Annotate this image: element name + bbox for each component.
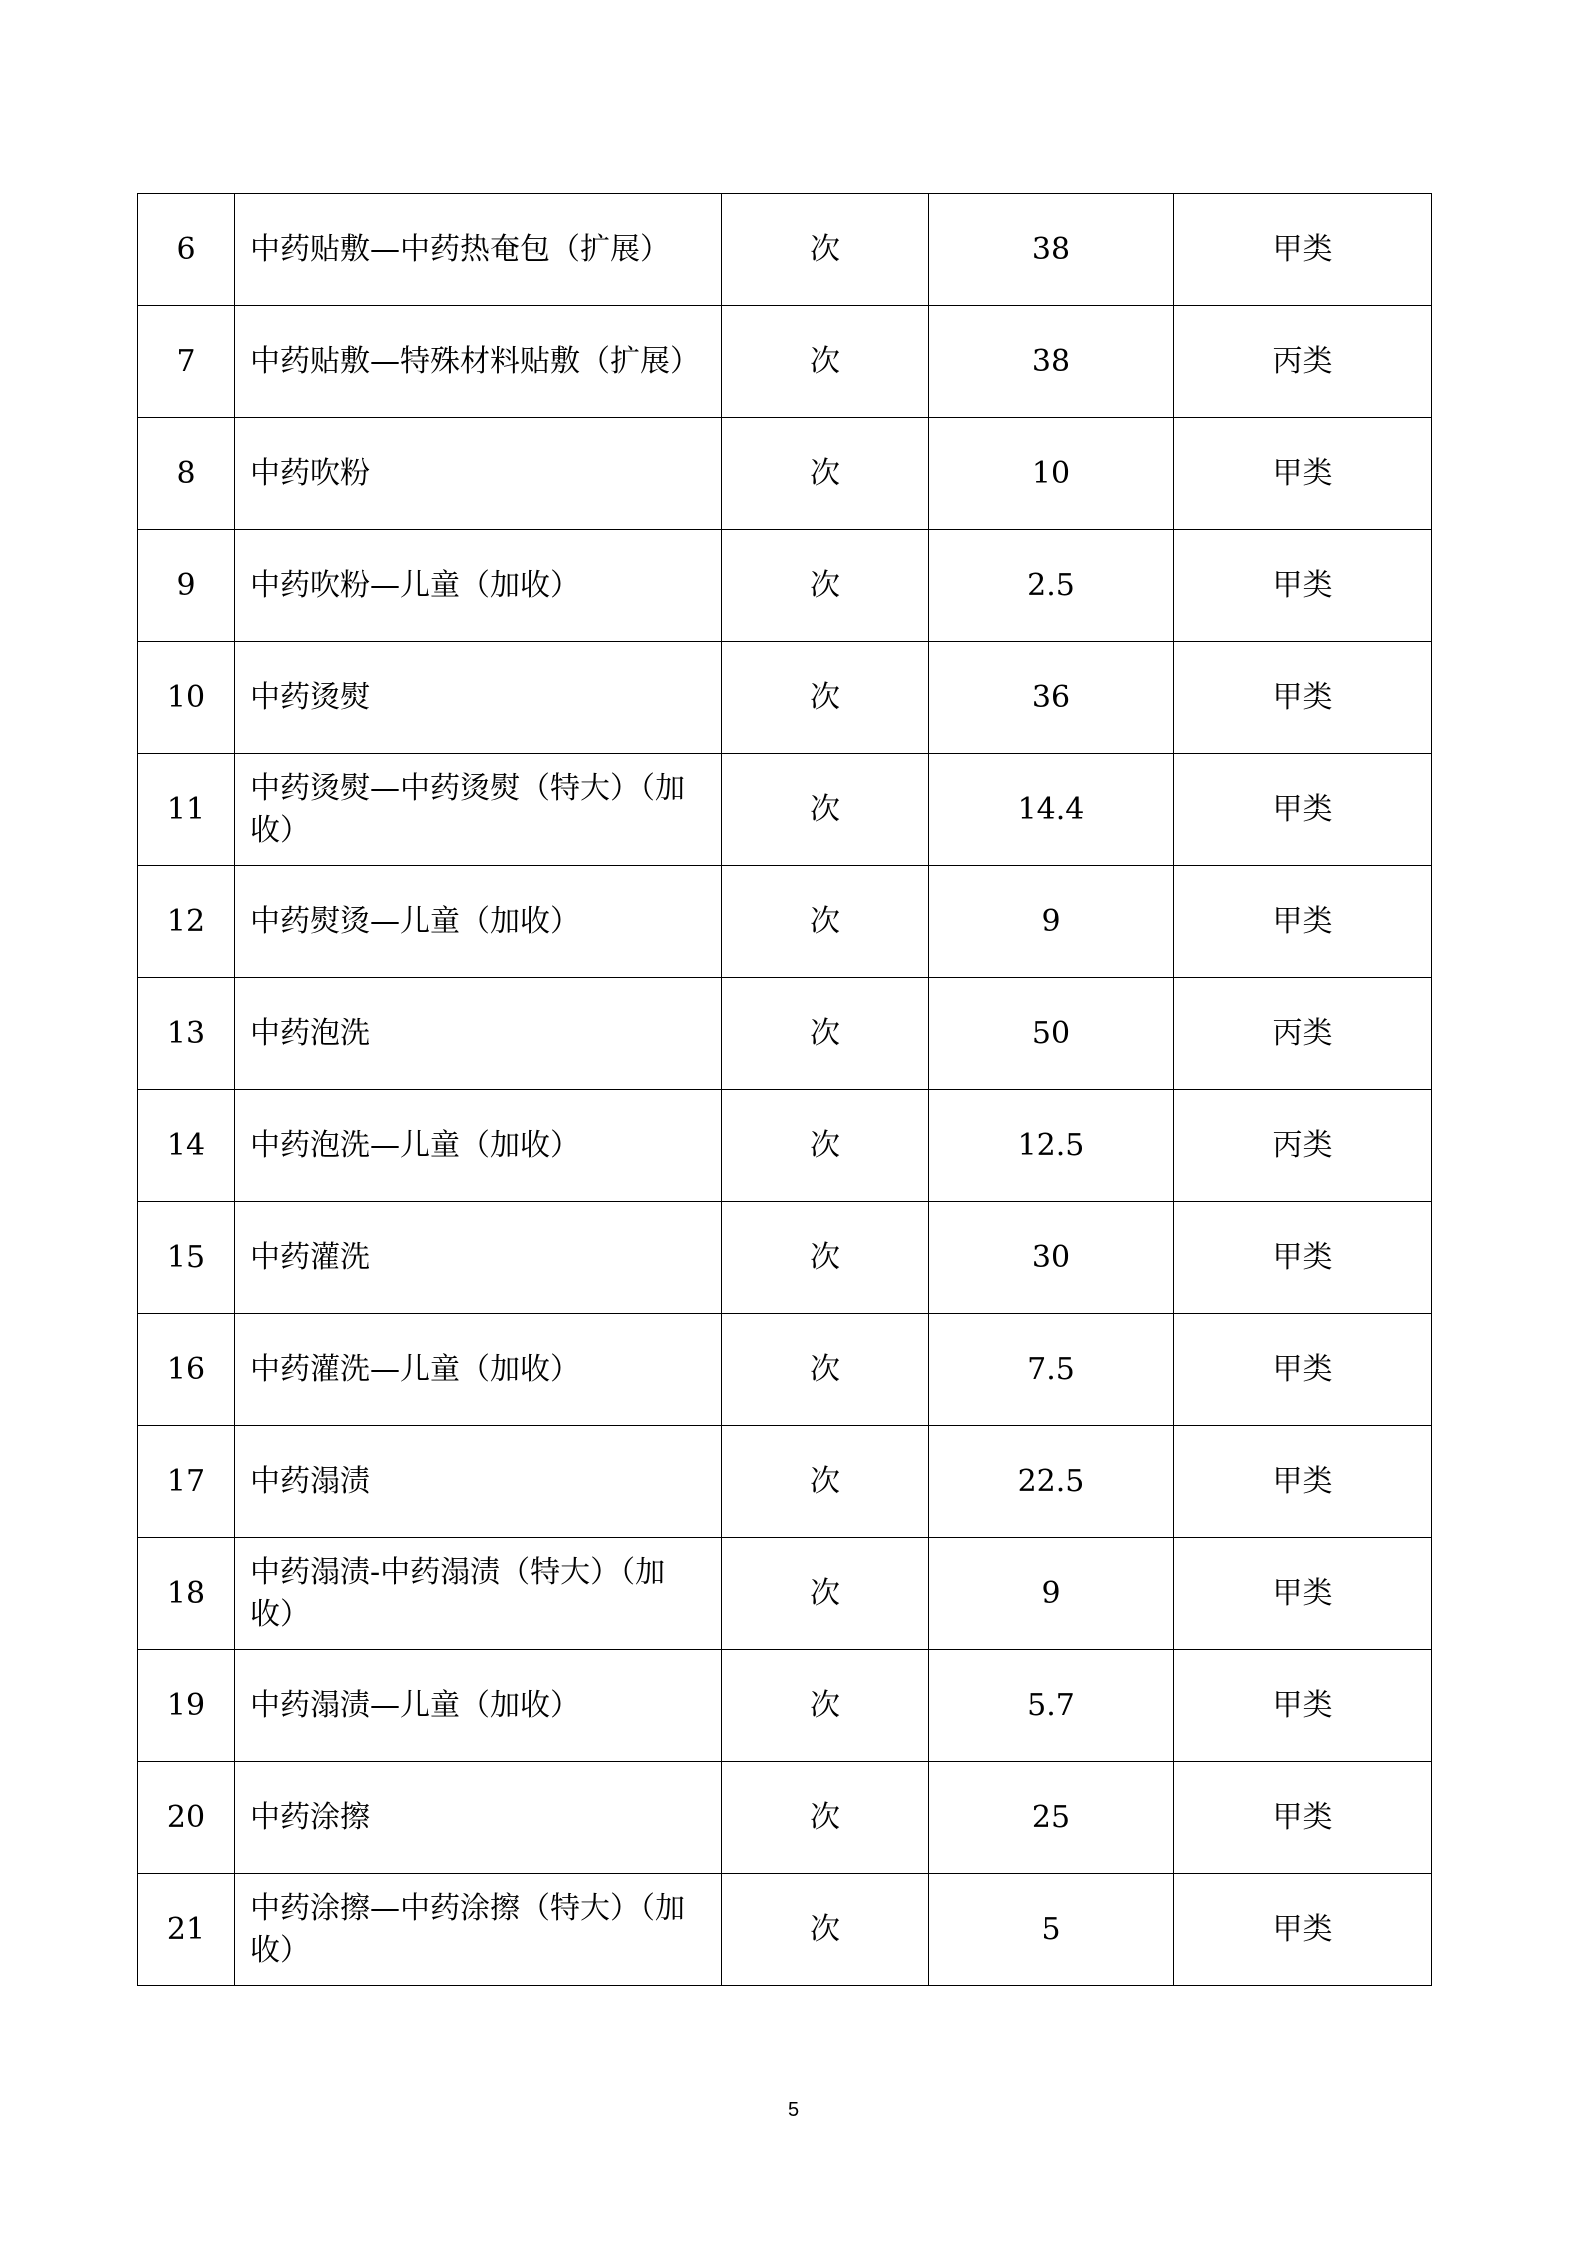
page-number: 5 [787,2099,800,2121]
category-cell: 丙类 [1174,978,1432,1090]
row-number-cell: 11 [138,754,235,866]
unit-cell: 次 [722,642,929,754]
fee-table [137,193,1432,1986]
category-cell: 甲类 [1174,1874,1432,1986]
category-cell: 甲类 [1174,530,1432,642]
unit-cell: 次 [722,1762,929,1874]
row-number-cell: 7 [138,306,235,418]
category-cell: 甲类 [1174,1650,1432,1762]
table-row [138,194,1432,306]
category-cell: 甲类 [1174,194,1432,306]
price-cell: 9 [929,866,1174,978]
price-cell: 14.4 [929,754,1174,866]
item-name-cell: 中药涂擦 [235,1762,722,1874]
table-body [138,194,1432,1986]
unit-cell: 次 [722,1202,929,1314]
row-number-cell: 19 [138,1650,235,1762]
table-row [138,1202,1432,1314]
table-row [138,1874,1432,1986]
table-row [138,306,1432,418]
price-cell: 5 [929,1874,1174,1986]
row-number-cell: 18 [138,1538,235,1650]
category-cell: 甲类 [1174,1538,1432,1650]
unit-cell: 次 [722,1874,929,1986]
row-number-cell: 20 [138,1762,235,1874]
unit-cell: 次 [722,418,929,530]
item-name-cell: 中药烫熨—中药烫熨（特大）（加收） [235,754,722,866]
table-row [138,1538,1432,1650]
item-name-cell: 中药灌洗—儿童（加收） [235,1314,722,1426]
unit-cell: 次 [722,1314,929,1426]
unit-cell: 次 [722,194,929,306]
unit-cell: 次 [722,1650,929,1762]
category-cell: 甲类 [1174,1202,1432,1314]
price-cell: 38 [929,306,1174,418]
table-row [138,1650,1432,1762]
category-cell: 甲类 [1174,1314,1432,1426]
category-cell: 丙类 [1174,1090,1432,1202]
table-row [138,418,1432,530]
price-cell: 30 [929,1202,1174,1314]
row-number-cell: 17 [138,1426,235,1538]
price-cell: 9 [929,1538,1174,1650]
item-name-cell: 中药烫熨 [235,642,722,754]
item-name-cell: 中药吹粉 [235,418,722,530]
item-name-cell: 中药熨烫—儿童（加收） [235,866,722,978]
row-number-cell: 8 [138,418,235,530]
price-cell: 25 [929,1762,1174,1874]
unit-cell: 次 [722,754,929,866]
table-row [138,754,1432,866]
price-cell: 38 [929,194,1174,306]
row-number-cell: 9 [138,530,235,642]
table-row [138,642,1432,754]
item-name-cell: 中药溻渍 [235,1426,722,1538]
unit-cell: 次 [722,1090,929,1202]
unit-cell: 次 [722,306,929,418]
table-row [138,1762,1432,1874]
table-row [138,978,1432,1090]
row-number-cell: 21 [138,1874,235,1986]
price-cell: 50 [929,978,1174,1090]
category-cell: 甲类 [1174,642,1432,754]
item-name-cell: 中药灌洗 [235,1202,722,1314]
price-cell: 7.5 [929,1314,1174,1426]
unit-cell: 次 [722,530,929,642]
unit-cell: 次 [722,978,929,1090]
item-name-cell: 中药溻渍—儿童（加收） [235,1650,722,1762]
row-number-cell: 10 [138,642,235,754]
price-cell: 22.5 [929,1426,1174,1538]
price-cell: 5.7 [929,1650,1174,1762]
price-cell: 10 [929,418,1174,530]
row-number-cell: 16 [138,1314,235,1426]
unit-cell: 次 [722,1538,929,1650]
price-cell: 2.5 [929,530,1174,642]
item-name-cell: 中药泡洗 [235,978,722,1090]
item-name-cell: 中药贴敷—中药热奄包（扩展） [235,194,722,306]
table-row [138,1314,1432,1426]
row-number-cell: 15 [138,1202,235,1314]
price-cell: 36 [929,642,1174,754]
table-row [138,1426,1432,1538]
category-cell: 甲类 [1174,866,1432,978]
row-number-cell: 13 [138,978,235,1090]
table-row [138,530,1432,642]
row-number-cell: 14 [138,1090,235,1202]
item-name-cell: 中药涂擦—中药涂擦（特大）（加收） [235,1874,722,1986]
table-row [138,1090,1432,1202]
category-cell: 甲类 [1174,1426,1432,1538]
row-number-cell: 12 [138,866,235,978]
category-cell: 甲类 [1174,754,1432,866]
unit-cell: 次 [722,866,929,978]
category-cell: 甲类 [1174,418,1432,530]
row-number-cell: 6 [138,194,235,306]
unit-cell: 次 [722,1426,929,1538]
table-row [138,866,1432,978]
category-cell: 丙类 [1174,306,1432,418]
item-name-cell: 中药溻渍-中药溻渍（特大）（加收） [235,1538,722,1650]
category-cell: 甲类 [1174,1762,1432,1874]
item-name-cell: 中药吹粉—儿童（加收） [235,530,722,642]
item-name-cell: 中药贴敷—特殊材料贴敷（扩展） [235,306,722,418]
item-name-cell: 中药泡洗—儿童（加收） [235,1090,722,1202]
price-cell: 12.5 [929,1090,1174,1202]
